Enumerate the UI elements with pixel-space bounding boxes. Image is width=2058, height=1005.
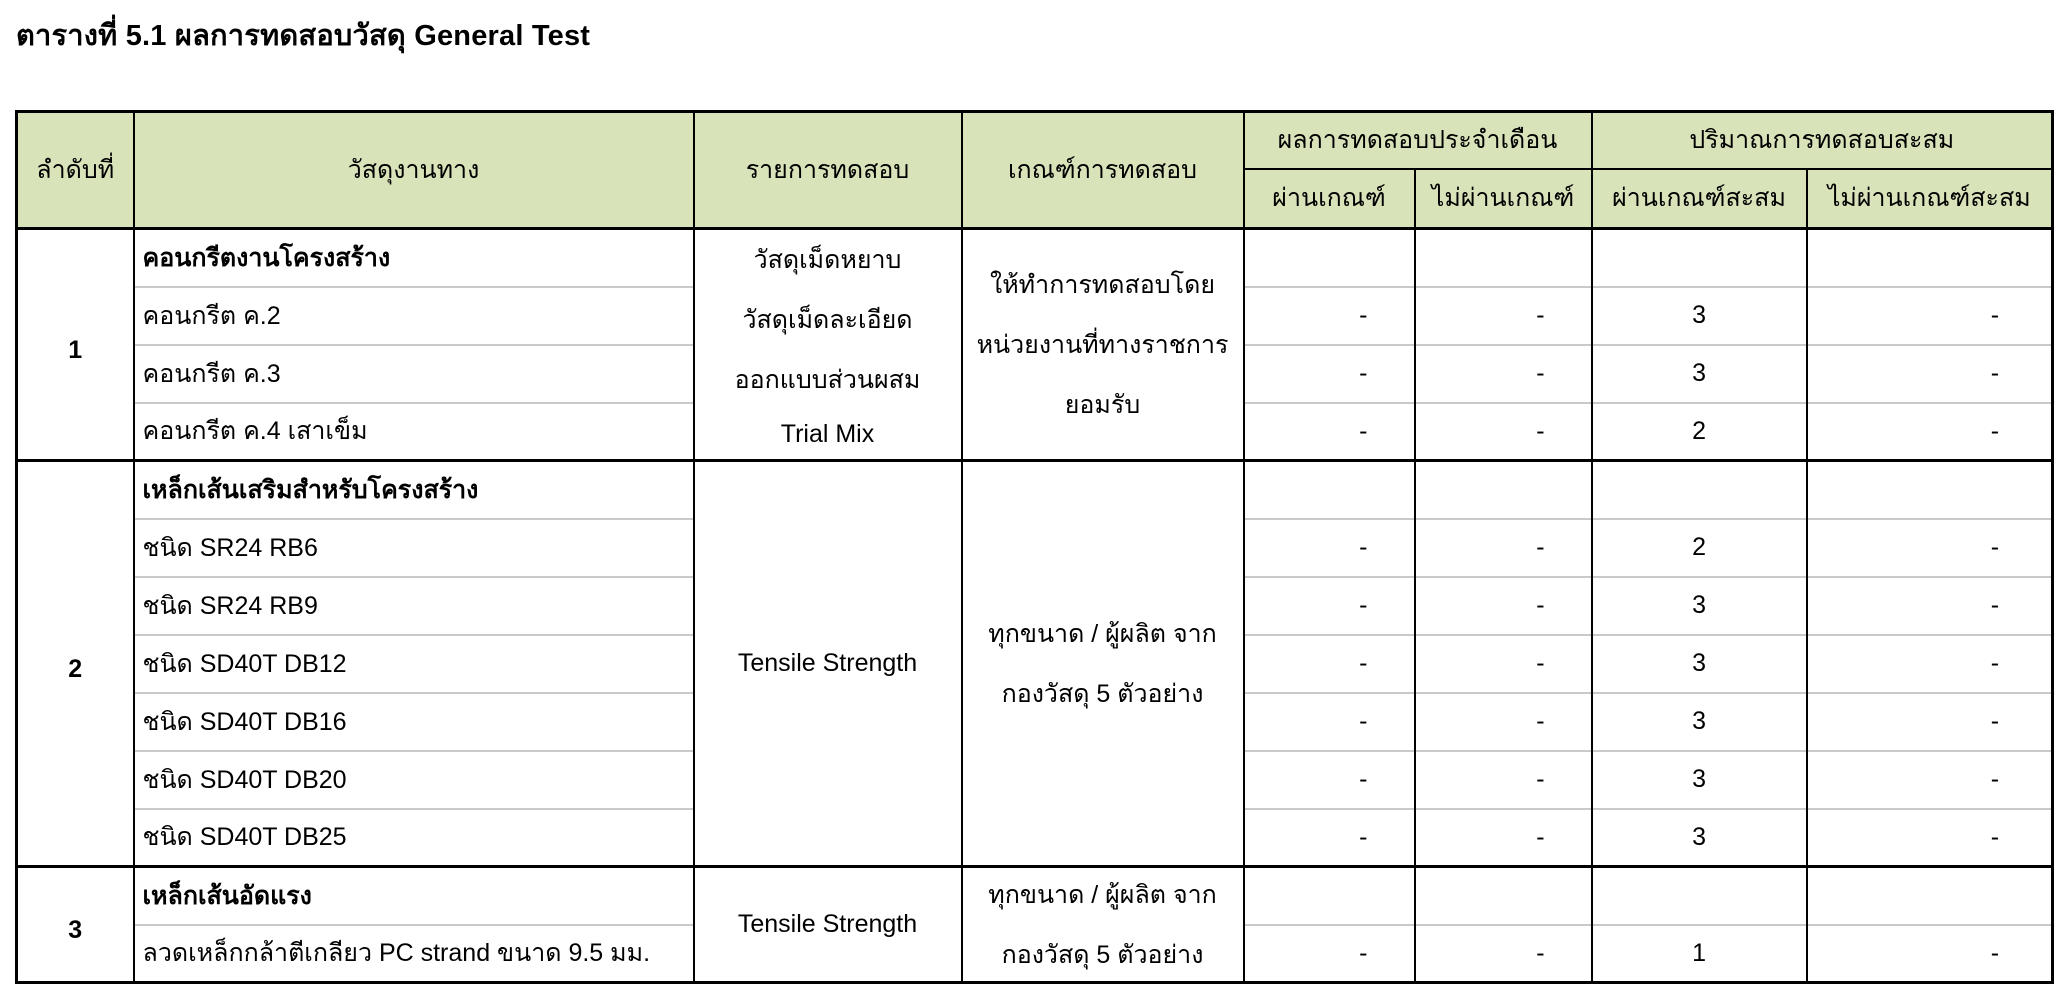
cell-test-item (694, 461, 962, 867)
cell-pass-cum: 1 (1592, 925, 1807, 983)
col-group-cumulative: ปริมาณการทดสอบสะสม (1592, 112, 2053, 169)
cell-material: ชนิด SD40T DB16 (134, 693, 694, 751)
cell-criteria (962, 229, 1244, 461)
cell-pass-cum: 3 (1592, 287, 1807, 345)
criteria-lines (963, 230, 1243, 459)
cell-material: คอนกรีต ค.4 เสาเข็ม (134, 403, 694, 461)
criteria-line: กองวัสดุ 5 ตัวอย่าง (1001, 679, 1204, 708)
test-item-line: Trial Mix (780, 420, 875, 448)
col-header-fail: ไม่ผ่านเกณฑ์ (1415, 169, 1592, 229)
cell-material: ชนิด SD40T DB20 (134, 751, 694, 809)
table-header (17, 112, 2053, 229)
criteria-line: กองวัสดุ 5 ตัวอย่าง (1001, 940, 1204, 969)
table-row (17, 461, 2053, 519)
cell-pass: - (1244, 519, 1415, 577)
cell-pass-cum: 3 (1592, 751, 1807, 809)
cell-test-item (694, 229, 962, 461)
criteria-line: ให้ทำการทดสอบโดย (990, 270, 1215, 299)
cell-material: เหล็กเส้นเสริมสำหรับโครงสร้าง (134, 461, 694, 519)
table-title: ตารางที่ 5.1 ผลการทดสอบวัสดุ General Test (16, 20, 591, 52)
cell-fail-cum: - (1807, 925, 2053, 983)
cell-pass: - (1244, 345, 1415, 403)
cell-material: เหล็กเส้นอัดแรง (134, 867, 694, 925)
cell-fail: - (1415, 519, 1592, 577)
cell-material: คอนกรีต ค.2 (134, 287, 694, 345)
criteria-line: ทุกขนาด / ผู้ผลิต จาก (988, 880, 1217, 909)
cell-fail: - (1415, 403, 1592, 461)
table-row (17, 867, 2053, 925)
cell-material: ชนิด SR24 RB9 (134, 577, 694, 635)
cell-fail-cum: - (1807, 345, 2053, 403)
col-header-criteria: เกณฑ์การทดสอบ (962, 112, 1244, 229)
cell-pass: - (1244, 577, 1415, 635)
cell-pass-cum (1592, 867, 1807, 925)
table-body (17, 229, 2053, 983)
criteria-line: ทุกขนาด / ผู้ผลิต จาก (988, 619, 1217, 648)
cell-pass-cum: 2 (1592, 519, 1807, 577)
cell-fail-cum: - (1807, 809, 2053, 867)
test-item-line: วัสดุเม็ดละเอียด (742, 306, 913, 334)
cell-pass: - (1244, 287, 1415, 345)
header-row-groups (17, 112, 2053, 169)
test-item-line: ออกแบบส่วนผสม (734, 366, 921, 394)
cell-material: คอนกรีต ค.3 (134, 345, 694, 403)
cell-fail-cum: - (1807, 635, 2053, 693)
cell-criteria (962, 461, 1244, 867)
cell-fail-cum: - (1807, 519, 2053, 577)
cell-fail (1415, 867, 1592, 925)
col-header-pass: ผ่านเกณฑ์ (1244, 169, 1415, 229)
cell-fail: - (1415, 809, 1592, 867)
criteria-lines (963, 868, 1243, 981)
cell-fail-cum: - (1807, 693, 2053, 751)
cell-fail: - (1415, 925, 1592, 983)
cell-fail-cum (1807, 229, 2053, 287)
cell-fail-cum: - (1807, 577, 2053, 635)
cell-material: คอนกรีตงานโครงสร้าง (134, 229, 694, 287)
cell-pass (1244, 229, 1415, 287)
cell-test-item (694, 867, 962, 983)
cell-fail-cum: - (1807, 287, 2053, 345)
cell-fail: - (1415, 635, 1592, 693)
cell-pass: - (1244, 635, 1415, 693)
test-item-lines (695, 868, 961, 981)
cell-section-no: 1 (17, 229, 134, 461)
cell-pass-cum: 3 (1592, 809, 1807, 867)
criteria-line: ยอมรับ (1064, 390, 1141, 419)
cell-pass-cum: 3 (1592, 693, 1807, 751)
col-header-material: วัสดุงานทาง (134, 112, 694, 229)
col-header-no: ลำดับที่ (17, 112, 134, 229)
col-header-fail-cum: ไม่ผ่านเกณฑ์สะสม (1807, 169, 2053, 229)
cell-fail-cum (1807, 867, 2053, 925)
cell-fail: - (1415, 287, 1592, 345)
cell-section-no: 2 (17, 461, 134, 867)
cell-pass-cum: 3 (1592, 345, 1807, 403)
cell-material: ลวดเหล็กกล้าตีเกลียว PC strand ขนาด 9.5 มม. (134, 925, 694, 983)
cell-pass (1244, 461, 1415, 519)
cell-fail: - (1415, 345, 1592, 403)
cell-fail: - (1415, 751, 1592, 809)
cell-fail: - (1415, 693, 1592, 751)
general-test-table (15, 110, 2054, 984)
cell-pass-cum: 3 (1592, 577, 1807, 635)
test-item-lines (695, 462, 961, 865)
cell-pass-cum: 3 (1592, 635, 1807, 693)
col-group-monthly: ผลการทดสอบประจำเดือน (1244, 112, 1592, 169)
cell-pass: - (1244, 693, 1415, 751)
cell-pass-cum (1592, 229, 1807, 287)
test-item-line: วัสดุเม็ดหยาบ (753, 246, 902, 274)
col-header-test-item: รายการทดสอบ (694, 112, 962, 229)
test-item-line: Tensile Strength (737, 910, 918, 938)
cell-criteria (962, 867, 1244, 983)
cell-pass-cum: 2 (1592, 403, 1807, 461)
test-item-line: Tensile Strength (737, 649, 918, 677)
cell-pass: - (1244, 925, 1415, 983)
criteria-lines (963, 462, 1243, 865)
cell-pass: - (1244, 809, 1415, 867)
cell-pass: - (1244, 751, 1415, 809)
criteria-line: หน่วยงานที่ทางราชการ (976, 330, 1229, 359)
cell-section-no: 3 (17, 867, 134, 983)
cell-fail-cum (1807, 461, 2053, 519)
cell-pass: - (1244, 403, 1415, 461)
cell-fail (1415, 229, 1592, 287)
cell-fail: - (1415, 577, 1592, 635)
cell-fail-cum: - (1807, 751, 2053, 809)
cell-material: ชนิด SD40T DB25 (134, 809, 694, 867)
table-row (17, 229, 2053, 287)
cell-pass (1244, 867, 1415, 925)
test-item-lines (695, 230, 961, 459)
cell-fail (1415, 461, 1592, 519)
col-header-pass-cum: ผ่านเกณฑ์สะสม (1592, 169, 1807, 229)
cell-material: ชนิด SR24 RB6 (134, 519, 694, 577)
cell-pass-cum (1592, 461, 1807, 519)
cell-material: ชนิด SD40T DB12 (134, 635, 694, 693)
cell-fail-cum: - (1807, 403, 2053, 461)
